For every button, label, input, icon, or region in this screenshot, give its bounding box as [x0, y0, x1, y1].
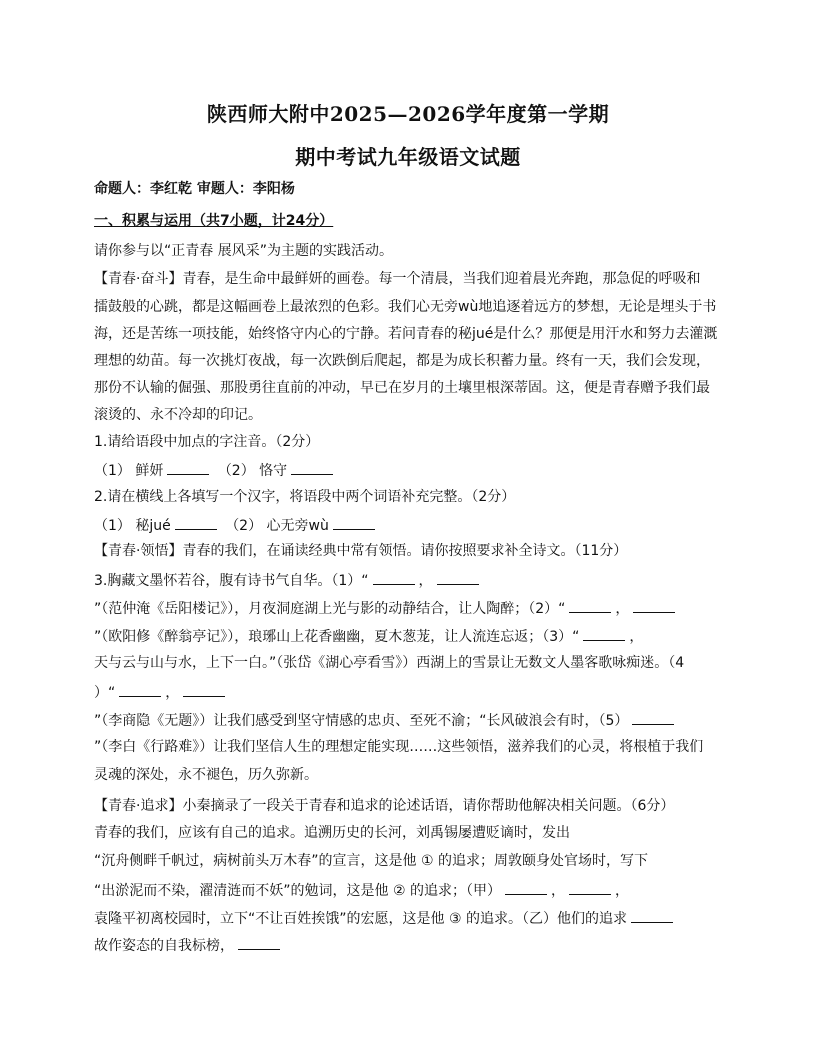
- answer-blank[interactable]: [167, 460, 209, 475]
- pursuit-line: “出淤泥而不染，濯清涟而不妖”的勉词，这是他 ② 的追求；（甲） ， ，: [94, 880, 629, 900]
- answer-blank[interactable]: [631, 908, 673, 923]
- answer-blank[interactable]: [633, 598, 675, 613]
- passage-line: 海，还是苦练一项技能，始终恪守内心的宁静。若问青春的秘jué是什么？那便是用汗水和努力去灌溉: [94, 326, 718, 342]
- question-3-line: ）“ ，: [94, 682, 229, 702]
- pursuit-line: [94, 935, 284, 955]
- pursuit-text: 故作姿态的自我标榜，: [94, 938, 234, 954]
- passage-line: 那份不认输的倔强、那股勇往直前的冲动，早已在岁月的土壤里根深蒂固。这，便是青春赠予我们最: [94, 380, 710, 396]
- section-reading-heading: 【青春·领悟】青春的我们，在诵读经典中常有领悟。请你按照要求补全诗文。（11分）: [94, 543, 628, 559]
- question-3-line: 3.胸藏文墨怀若谷，腹有诗书气自华。（1）“ ，: [94, 570, 483, 590]
- pursuit-line: “沉舟侧畔千帆过，病树前头万木春”的宣言，这是他 ① 的追求；周敦颐身处官场时，写下: [94, 853, 648, 869]
- answer-blank[interactable]: [632, 710, 674, 725]
- answer-blank[interactable]: [373, 570, 415, 585]
- pursuit-text: 袁隆平初离校园时，立下“不让百姓挨饿”的宏愿，这是他 ③ 的追求。（乙）他们的追求: [94, 911, 627, 927]
- q3-text: ”（欧阳修《醉翁亭记》），琅琊山上花香幽幽，夏木葱茏，让人流连忘返；（3）“: [94, 629, 580, 645]
- q1-item-2: （2） 恪守: [217, 463, 288, 479]
- passage-line: 理想的幼苗。每一次挑灯夜战，每一次跌倒后爬起，都是为成长积蓄力量。终有一天，我们会发现，: [94, 353, 710, 369]
- question-2-items: [94, 515, 379, 535]
- question-1: 1.请给语段中加点的字注音。（2分）: [94, 434, 320, 450]
- answer-blank[interactable]: [569, 598, 611, 613]
- passage-line: 擂鼓般的心跳，都是这幅画卷上最浓烈的色彩。我们心无旁wù地追逐着远方的梦想，无论是埋头于书: [94, 299, 717, 315]
- answer-blank[interactable]: [119, 682, 161, 697]
- pursuit-line: 青春的我们，应该有自己的追求。追溯历史的长河，刘禹锡屡遭贬谪时，发出: [94, 825, 570, 841]
- answer-blank[interactable]: [505, 880, 547, 895]
- question-3-line: ”（李白《行路难》）让我们坚信人生的理想定能实现……这些领悟，滋养我们的心灵，将根植于我们: [94, 739, 704, 755]
- question-2: 2.请在横线上各填写一个汉字，将语段中两个词语补充完整。（2分）: [94, 489, 516, 505]
- answer-blank[interactable]: [291, 460, 333, 475]
- section-heading: 一、积累与运用（共7小题，计24分）: [94, 213, 334, 229]
- authors-line: 命题人：李红乾 审题人：李阳杨: [94, 181, 295, 197]
- question-3-line: 天与云与山与水，上下一白。”（张岱《湖心亭看雪》）西湖上的雪景让无数文人墨客歌咏痴迷。（4: [94, 655, 685, 671]
- pursuit-text: “出淤泥而不染，濯清涟而不妖”的勉词，这是他 ② 的追求；（甲）: [94, 883, 501, 899]
- page-subtitle: 期中考试九年级语文试题: [295, 145, 521, 169]
- pursuit-line: [94, 908, 677, 928]
- section-intro: 请你参与以“正青春 展风采”为主题的实践活动。: [94, 243, 393, 259]
- answer-blank[interactable]: [333, 515, 375, 530]
- q3-text: ）“: [94, 685, 116, 701]
- q2-item-2: （2） 心无旁wù: [225, 518, 329, 534]
- answer-blank[interactable]: [238, 935, 280, 950]
- passage-line: 【青春·奋斗】青春，是生命中最鲜妍的画卷。每一个清晨，当我们迎着晨光奔跑，那急促的呼吸和: [94, 271, 701, 287]
- question-3-line: [94, 710, 678, 730]
- answer-blank[interactable]: [437, 570, 479, 585]
- answer-blank[interactable]: [175, 515, 217, 530]
- answer-blank[interactable]: [183, 682, 225, 697]
- passage-line: 滚烫的、永不冷却的印记。: [94, 407, 262, 423]
- q3-text: ”（范仲淹《岳阳楼记》），月夜洞庭湖上光与影的动静结合，让人陶醉；（2）“: [94, 601, 566, 617]
- page-title: 陕西师大附中2025—2026学年度第一学期: [206, 102, 610, 126]
- q2-item-1: （1） 秘jué: [94, 518, 171, 534]
- question-3-line: ”（欧阳修《醉翁亭记》），琅琊山上花香幽幽，夏木葱茏，让人流连忘返；（3）“ ，: [94, 626, 643, 646]
- q3-text: 3.胸藏文墨怀若谷，腹有诗书气自华。（1）“: [94, 573, 369, 589]
- section-pursuit-heading: 【青春·追求】小秦摘录了一段关于青春和追求的论述话语，请你帮助他解决相关问题。（6分）: [94, 798, 675, 814]
- q3-text: ”（李商隐《无题》）让我们感受到坚守情感的忠贞、至死不渝；“长风破浪会有时，（5）: [94, 713, 629, 729]
- question-1-items: [94, 460, 337, 480]
- question-3-line: ”（范仲淹《岳阳楼记》），月夜洞庭湖上光与影的动静结合，让人陶醉；（2）“ ，: [94, 598, 679, 618]
- answer-blank[interactable]: [583, 626, 625, 641]
- answer-blank[interactable]: [569, 880, 611, 895]
- q1-item-1: （1） 鲜妍: [94, 463, 164, 479]
- question-3-line: 灵魂的深处，永不褪色，历久弥新。: [94, 767, 318, 783]
